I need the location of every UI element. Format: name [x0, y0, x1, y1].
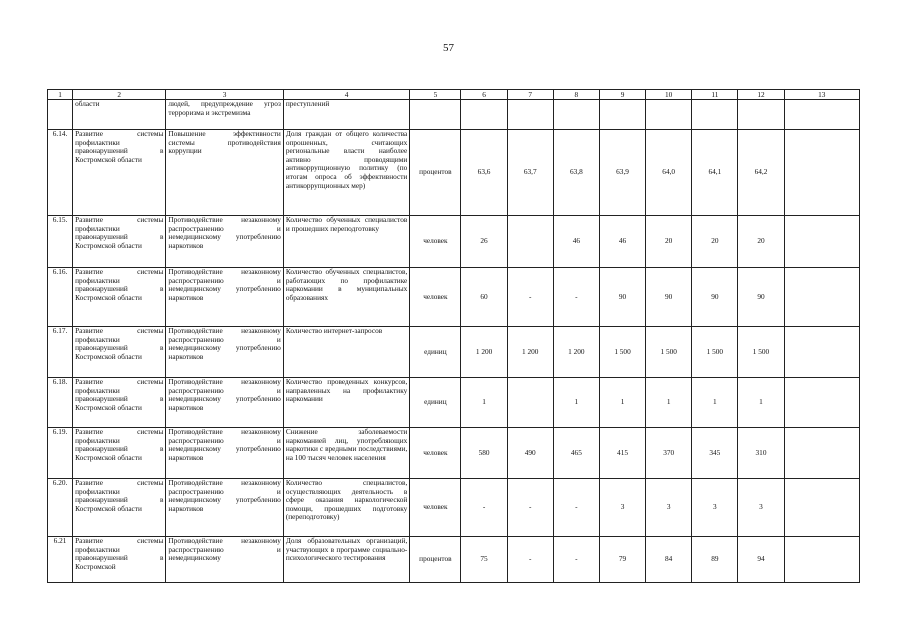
unit-cell: процентов — [410, 537, 461, 583]
value-2021: 89 — [692, 537, 738, 583]
value-2020: 1 — [646, 378, 692, 428]
indicators-table — [47, 89, 860, 583]
row-number: 6.18. — [48, 378, 73, 428]
indicator-cell: Доля образовательных организаций, участвующих в программе социально-психологического тестирования — [283, 537, 409, 583]
value-2021: 1 — [692, 378, 738, 428]
table-row — [48, 130, 860, 216]
header-cell: 1 — [48, 90, 73, 100]
value-2018: - — [553, 268, 599, 327]
header-cell: 4 — [283, 90, 409, 100]
value-2019: 63,9 — [599, 130, 645, 216]
header-cell: 2 — [73, 90, 166, 100]
note-cell — [784, 378, 859, 428]
page-number: 57 — [443, 42, 454, 54]
value-2017 — [507, 216, 553, 268]
value-2017: - — [507, 268, 553, 327]
value-2016: - — [461, 479, 507, 537]
value-2016: 580 — [461, 428, 507, 479]
table-row — [48, 537, 860, 583]
program-cell: Развитие системы профилактики правонарушений в Костромской области — [73, 327, 166, 378]
value-2022: 1 — [738, 378, 784, 428]
value-2021: 64,1 — [692, 130, 738, 216]
header-cell: 6 — [461, 90, 507, 100]
table-row — [48, 100, 860, 130]
value-2018: 1 — [553, 378, 599, 428]
unit-cell: человек — [410, 479, 461, 537]
value-2020: 3 — [646, 479, 692, 537]
value-2019: 79 — [599, 537, 645, 583]
value-2020 — [646, 100, 692, 130]
row-number: 6.17. — [48, 327, 73, 378]
indicator-cell: Доля граждан от общего количества опрошенных, считающих региональные власти наиболее активно проводящими антикоррупционную политику (по итогам опроса об эффективности антикоррупционных мер) — [283, 130, 409, 216]
task-cell: Противодействие незаконному распространению и немедицинскому употреблению наркотиков — [166, 479, 283, 537]
value-2021 — [692, 100, 738, 130]
task-cell: Противодействие незаконному распространению и немедицинскому употреблению наркотиков — [166, 216, 283, 268]
value-2016: 75 — [461, 537, 507, 583]
table-row — [48, 428, 860, 479]
row-number: 6.19. — [48, 428, 73, 479]
table-row — [48, 479, 860, 537]
program-cell: Развитие системы профилактики правонарушений в Костромской области — [73, 268, 166, 327]
indicator-cell: Количество интернет-запросов — [283, 327, 409, 378]
value-2018 — [553, 100, 599, 130]
header-cell: 8 — [553, 90, 599, 100]
value-2021: 1 500 — [692, 327, 738, 378]
row-number: 6.16. — [48, 268, 73, 327]
task-cell: Противодействие незаконному распространению и немедицинскому — [166, 537, 283, 583]
value-2016: 26 — [461, 216, 507, 268]
value-2022: 94 — [738, 537, 784, 583]
value-2017: 1 200 — [507, 327, 553, 378]
note-cell — [784, 327, 859, 378]
indicator-cell: Количество проведенных конкурсов, направленных на профилактику наркомании — [283, 378, 409, 428]
header-cell: 9 — [599, 90, 645, 100]
unit-cell: человек — [410, 216, 461, 268]
value-2022: 1 500 — [738, 327, 784, 378]
row-number — [48, 100, 73, 130]
indicator-cell: преступлений — [283, 100, 409, 130]
row-number: 6.15. — [48, 216, 73, 268]
header-cell: 3 — [166, 90, 283, 100]
value-2019: 90 — [599, 268, 645, 327]
note-cell — [784, 130, 859, 216]
value-2018: 46 — [553, 216, 599, 268]
value-2021: 20 — [692, 216, 738, 268]
header-row — [48, 90, 860, 100]
value-2020: 370 — [646, 428, 692, 479]
value-2019: 415 — [599, 428, 645, 479]
note-cell — [784, 100, 859, 130]
value-2018: 1 200 — [553, 327, 599, 378]
value-2022: 20 — [738, 216, 784, 268]
program-cell: области — [73, 100, 166, 130]
value-2019: 1 — [599, 378, 645, 428]
row-number: 6.14. — [48, 130, 73, 216]
task-cell: людей, предупреждение угроз терроризма и экстремизма — [166, 100, 283, 130]
header-cell: 12 — [738, 90, 784, 100]
task-cell: Противодействие незаконному распространению и немедицинскому употреблению наркотиков — [166, 378, 283, 428]
note-cell — [784, 268, 859, 327]
value-2017: - — [507, 479, 553, 537]
program-cell: Развитие системы профилактики правонарушений в Костромской области — [73, 428, 166, 479]
value-2017: 490 — [507, 428, 553, 479]
value-2021: 90 — [692, 268, 738, 327]
table-row — [48, 378, 860, 428]
row-number: 6.20. — [48, 479, 73, 537]
header-cell: 13 — [784, 90, 859, 100]
value-2022: 90 — [738, 268, 784, 327]
value-2021: 3 — [692, 479, 738, 537]
value-2022 — [738, 100, 784, 130]
task-cell: Противодействие незаконному распространению и немедицинскому употреблению наркотиков — [166, 428, 283, 479]
unit-cell: единиц — [410, 327, 461, 378]
value-2022: 310 — [738, 428, 784, 479]
value-2022: 64,2 — [738, 130, 784, 216]
value-2018: 465 — [553, 428, 599, 479]
value-2020: 20 — [646, 216, 692, 268]
value-2020: 84 — [646, 537, 692, 583]
value-2017: - — [507, 537, 553, 583]
unit-cell: человек — [410, 428, 461, 479]
value-2021: 345 — [692, 428, 738, 479]
value-2018: 63,8 — [553, 130, 599, 216]
value-2020: 1 500 — [646, 327, 692, 378]
note-cell — [784, 428, 859, 479]
unit-cell — [410, 100, 461, 130]
value-2018: - — [553, 537, 599, 583]
unit-cell: единиц — [410, 378, 461, 428]
value-2017: 63,7 — [507, 130, 553, 216]
value-2017 — [507, 378, 553, 428]
indicator-cell: Количество обученных специалистов и прошедших переподготовку — [283, 216, 409, 268]
note-cell — [784, 479, 859, 537]
row-number: 6.21 — [48, 537, 73, 583]
program-cell: Развитие системы профилактики правонарушений в Костромской области — [73, 216, 166, 268]
task-cell: Противодействие незаконному распространению и немедицинскому употреблению наркотиков — [166, 268, 283, 327]
indicator-cell: Количество обученных специалистов, работающих по профилактике наркомании в муниципальных образованиях — [283, 268, 409, 327]
unit-cell: человек — [410, 268, 461, 327]
value-2019: 1 500 — [599, 327, 645, 378]
note-cell — [784, 216, 859, 268]
note-cell — [784, 537, 859, 583]
task-cell: Противодействие незаконному распространению и немедицинскому употреблению наркотиков — [166, 327, 283, 378]
table-row — [48, 216, 860, 268]
value-2019 — [599, 100, 645, 130]
value-2016: 1 200 — [461, 327, 507, 378]
indicator-cell: Количество специалистов, осуществляющих деятельность в сфере оказания наркологической помощи, прошедших подготовку (переподготовку) — [283, 479, 409, 537]
table-row — [48, 268, 860, 327]
value-2016: 1 — [461, 378, 507, 428]
program-cell: Развитие системы профилактики правонарушений в Костромской области — [73, 378, 166, 428]
value-2018: - — [553, 479, 599, 537]
header-cell: 11 — [692, 90, 738, 100]
value-2016: 63,6 — [461, 130, 507, 216]
value-2016 — [461, 100, 507, 130]
unit-cell: процентов — [410, 130, 461, 216]
program-cell: Развитие системы профилактики правонарушений в Костромской области — [73, 130, 166, 216]
task-cell: Повышение эффективности системы противодействия коррупции — [166, 130, 283, 216]
program-cell: Развитие системы профилактики правонарушений в Костромской области — [73, 479, 166, 537]
header-cell: 7 — [507, 90, 553, 100]
value-2022: 3 — [738, 479, 784, 537]
header-cell: 5 — [410, 90, 461, 100]
table-row — [48, 327, 860, 378]
value-2019: 46 — [599, 216, 645, 268]
value-2019: 3 — [599, 479, 645, 537]
indicator-cell: Снижение заболеваемости наркоманией лиц, употребляющих наркотики с вредными последствиями, на 100 тысяч человек населения — [283, 428, 409, 479]
value-2020: 90 — [646, 268, 692, 327]
header-cell: 10 — [646, 90, 692, 100]
value-2017 — [507, 100, 553, 130]
value-2020: 64,0 — [646, 130, 692, 216]
value-2016: 60 — [461, 268, 507, 327]
program-cell: Развитие системы профилактики правонарушений в Костромской — [73, 537, 166, 583]
